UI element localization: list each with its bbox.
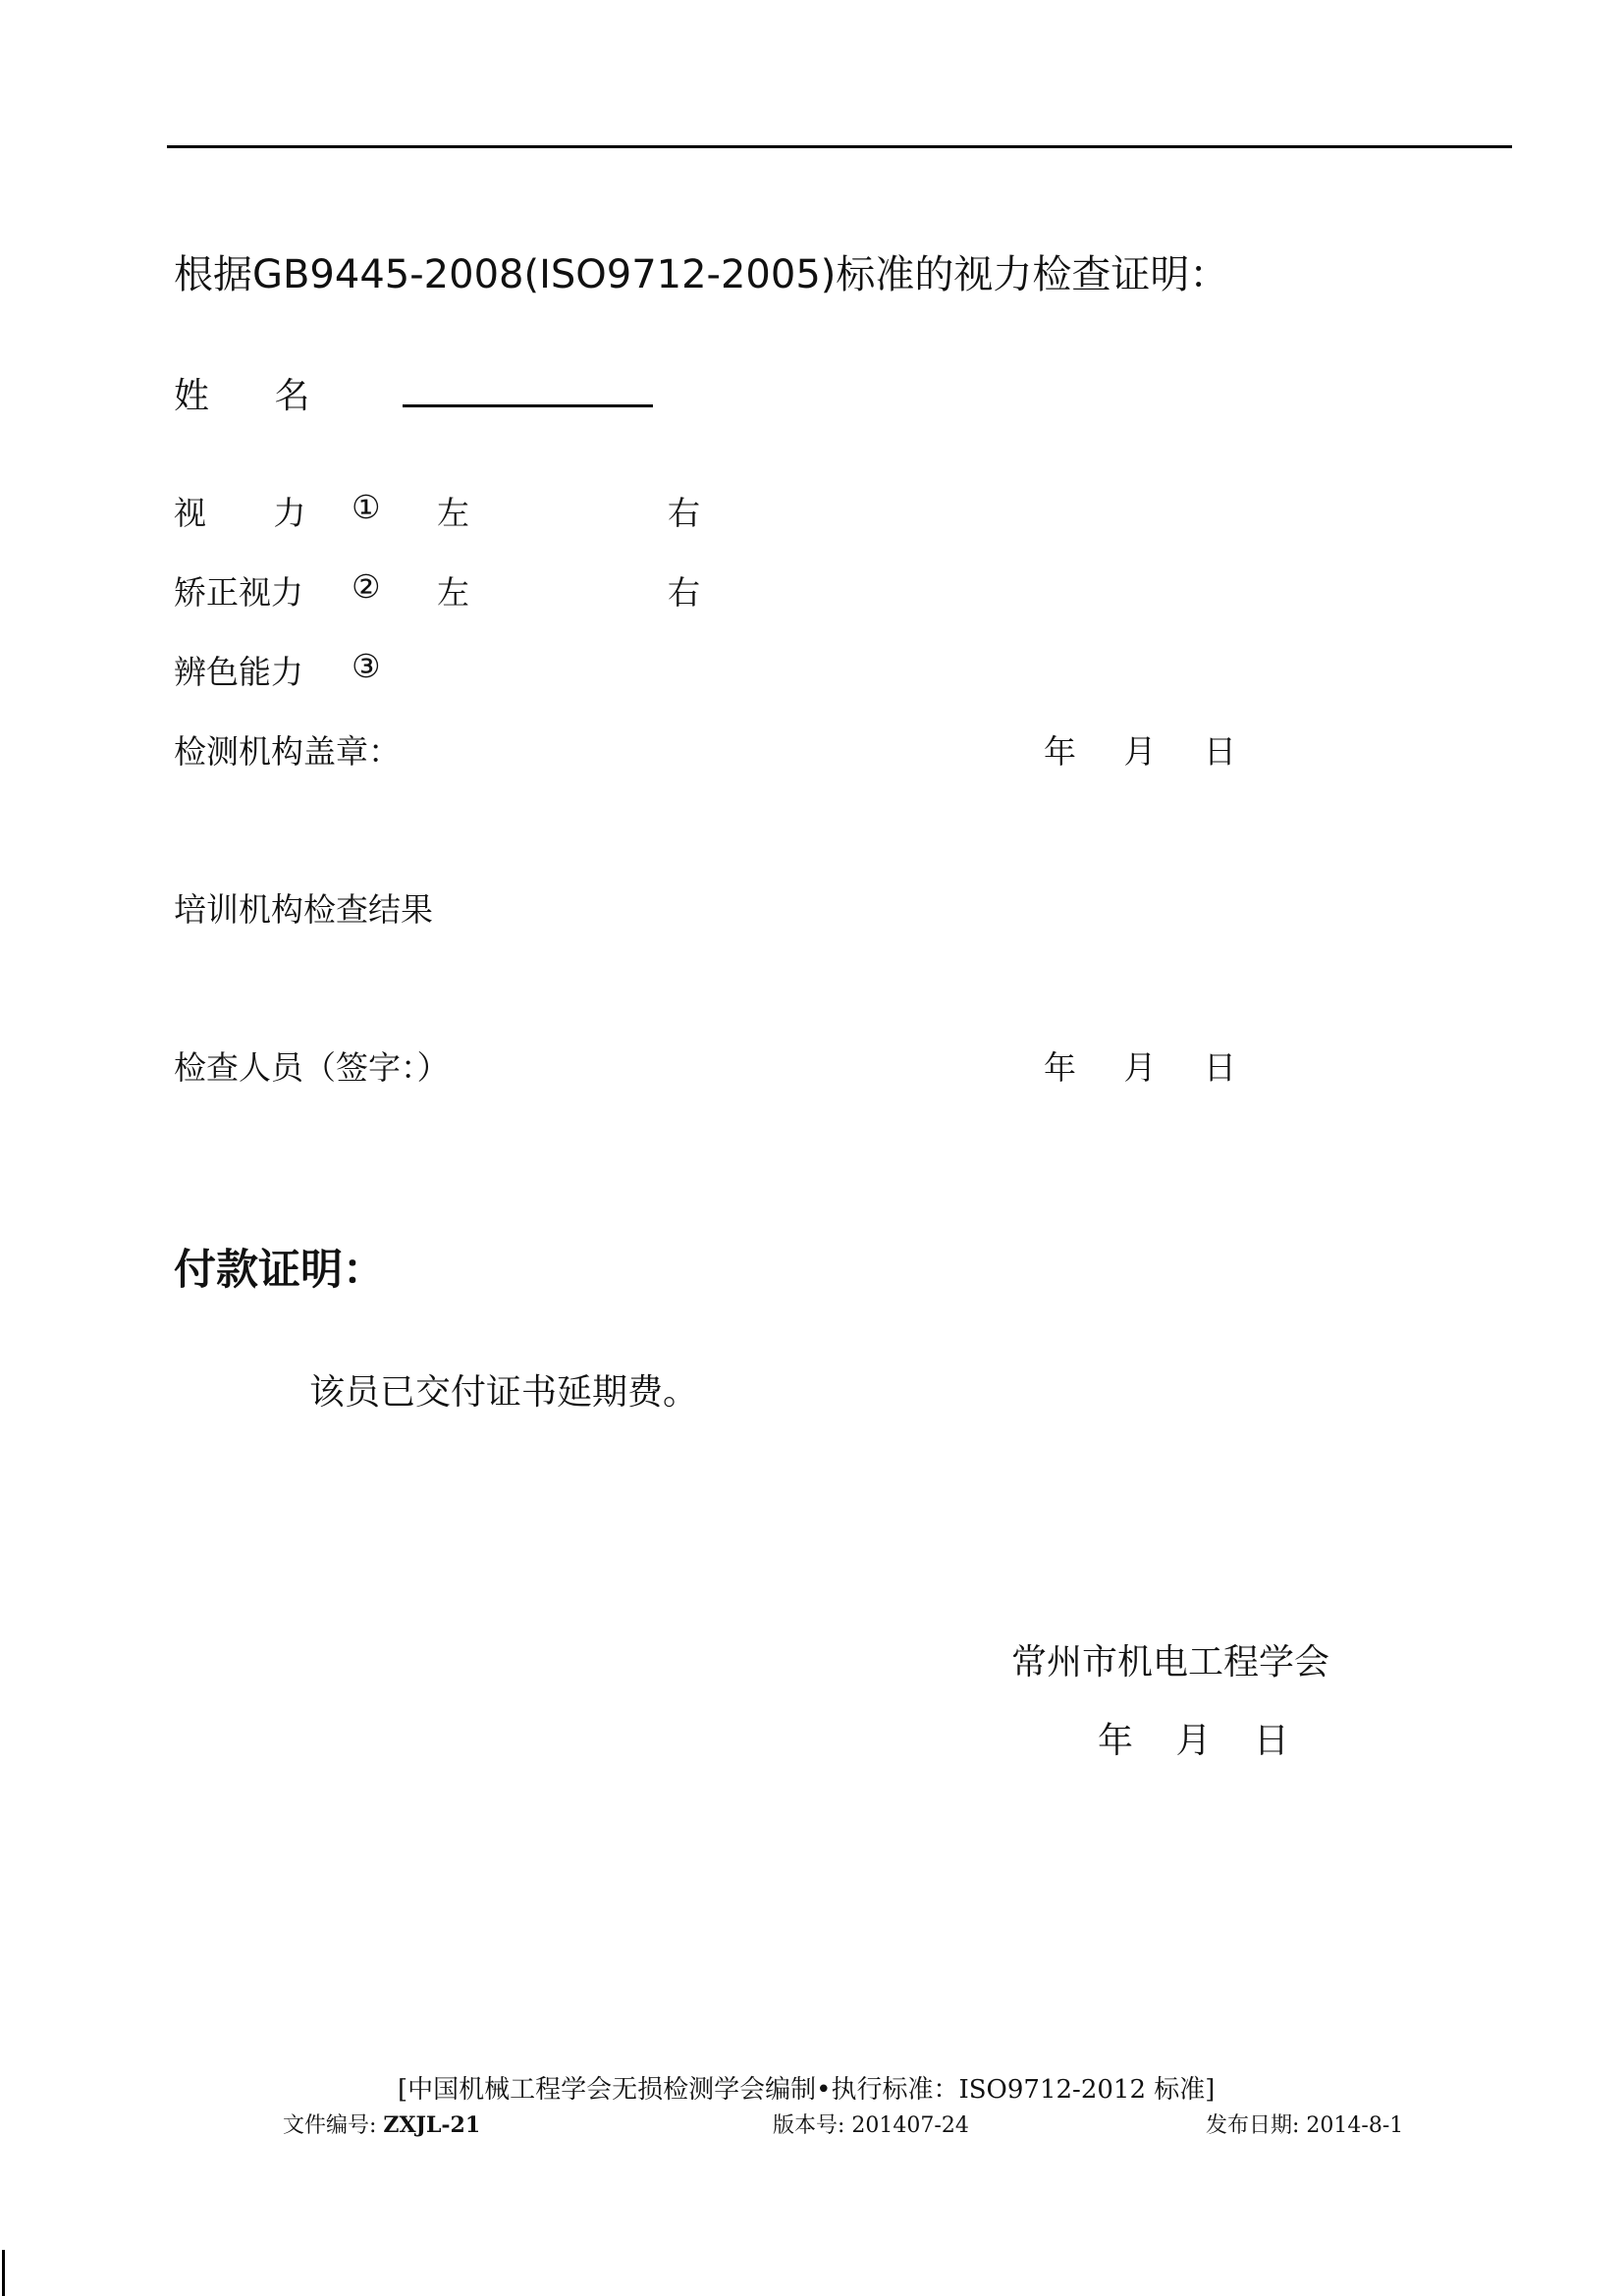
footer-doc-number-label: 文件编号: (283, 2113, 384, 2138)
footer-standard: [中国机械工程学会无损检测学会编制•执行标准：ISO9712-2012 标准] (398, 2075, 1216, 2105)
vision-right-label: 右 (668, 494, 700, 532)
footer-version: 版本号: 201407-24 (773, 2113, 969, 2138)
inspector-date: 年 月 日 (1044, 1048, 1236, 1087)
issuer-org: 常州市机电工程学会 (1011, 1642, 1330, 1682)
vision-label: 视 力 (174, 494, 306, 532)
page-title: 根据GB9445-2008(ISO9712-2005)标准的视力检查证明： (174, 252, 1229, 297)
footer-release-date: 发布日期: 2014-8-1 (1206, 2113, 1404, 2138)
corrected-left-label: 左 (437, 573, 469, 612)
vision-left-label: 左 (437, 494, 469, 532)
footer-doc-number (283, 2109, 480, 2139)
stamp-date: 年 月 日 (1044, 732, 1236, 771)
name-field-underline[interactable] (403, 404, 653, 407)
footer-doc-number-value: ZXJL-21 (383, 2112, 481, 2138)
name-label: 姓 名 (174, 376, 310, 416)
corrected-right-label: 右 (668, 573, 700, 612)
stamp-label: 检测机构盖章： (174, 732, 401, 771)
vision-marker: ① (352, 488, 381, 526)
color-ability-marker: ③ (352, 647, 381, 685)
issuer-date: 年 月 日 (1098, 1721, 1289, 1761)
corrected-vision-label: 矫正视力 (174, 573, 303, 612)
color-ability-label: 辨色能力 (174, 653, 303, 691)
training-result-label: 培训机构检查结果 (174, 890, 433, 929)
header-rule (167, 145, 1512, 148)
corrected-vision-marker: ② (352, 567, 381, 606)
payment-statement: 该员已交付证书延期费。 (309, 1372, 699, 1413)
inspector-label: 检查人员（签字：） (174, 1048, 450, 1087)
margin-mark (2, 2250, 5, 2296)
payment-heading: 付款证明： (174, 1246, 385, 1295)
